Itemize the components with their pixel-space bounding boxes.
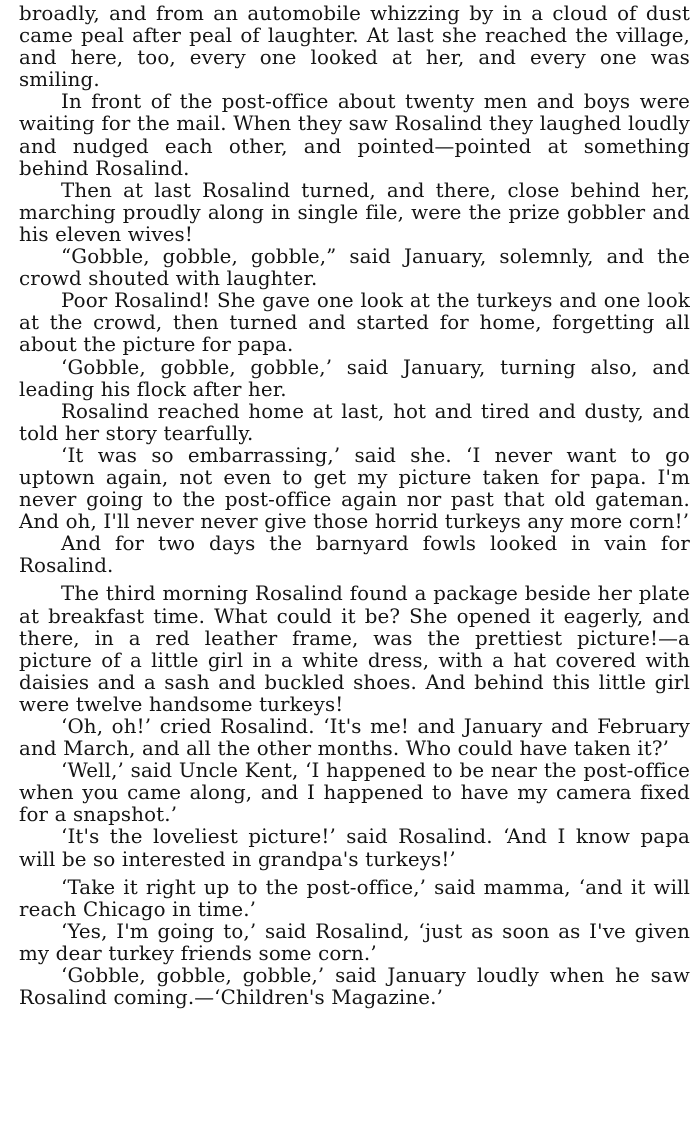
paragraph-continuation: broadly, and from an automobile whizzing by in a cloud of dust came peal after peal of laughter. At last she reached the village, and here, too, every one looked at her, and every one was smiling. (19, 2, 690, 92)
paragraph-leading-flock: ‘Gobble, gobble, gobble,’ said January, turning also, and leading his flock after her. (19, 355, 690, 401)
paragraph-uncle-kent: ‘Well,’ said Uncle Kent, ‘I happened to be near the post-office when you came along, and I happened to have my camera fixed for a snapshot.’ (19, 759, 690, 827)
paragraph-loveliest-picture: ‘It's the loveliest picture!’ said Rosalind. ‘And I know papa will be so interested in grandpa's turkeys!’ (19, 825, 690, 871)
paragraph-gobble-crowd: “Gobble, gobble, gobble,” said January, solemnly, and the crowd shouted with laughter. (19, 245, 690, 291)
paragraph-post-office: In front of the post-office about twenty men and boys were waiting for the mail. When they saw Rosalind they laughed loudly and nudged each other, and pointed—pointed at something behind Rosalind. (19, 90, 690, 180)
paragraph-two-days: And for two days the barnyard fowls looked in vain for Rosalind. (19, 532, 690, 578)
paragraph-poor-rosalind: Poor Rosalind! She gave one look at the turkeys and one look at the crowd, then turned and started for home, forgetting all about the picture for papa. (19, 289, 690, 357)
paragraph-embarrassing: ‘It was so embarrassing,’ said she. ‘I never want to go uptown again, not even to get my picture taken for papa. I'm never going to the post-office again nor past that old gateman. And oh, I'll never never give those horrid turkeys any more corn!’ (19, 443, 690, 534)
paragraph-reached-home: Rosalind reached home at last, hot and tired and dusty, and told her story tearfully. (19, 399, 690, 445)
paragraph-yes-going: ‘Yes, I'm going to,’ said Rosalind, ‘just as soon as I've given my dear turkey friends some corn.’ (19, 919, 690, 965)
paragraph-oh-oh: ‘Oh, oh!’ cried Rosalind. ‘It's me! and January and February and March, and all the other months. Who could have taken it?’ (19, 715, 690, 761)
paragraph-take-it: ‘Take it right up to the post-office,’ said mamma, ‘and it will reach Chicago in time.’ (19, 875, 690, 921)
paragraph-turkeys-behind: Then at last Rosalind turned, and there, close behind her, marching proudly along in single file, were the prize gobbler and his eleven wives! (19, 178, 690, 246)
paragraph-final-gobble: ‘Gobble, gobble, gobble,’ said January loudly when he saw Rosalind coming.—‘Children's Magazine.’ (19, 964, 690, 1010)
paragraph-package: The third morning Rosalind found a package beside her plate at breakfast time. What could it be? She opened it eagerly, and there, in a red leather frame, was the prettiest picture!—a picture of a little girl in a white dress, with a hat covered with daisies and a sash and buckled shoes. And behind this little girl were twelve handsome turkeys! (19, 582, 690, 716)
